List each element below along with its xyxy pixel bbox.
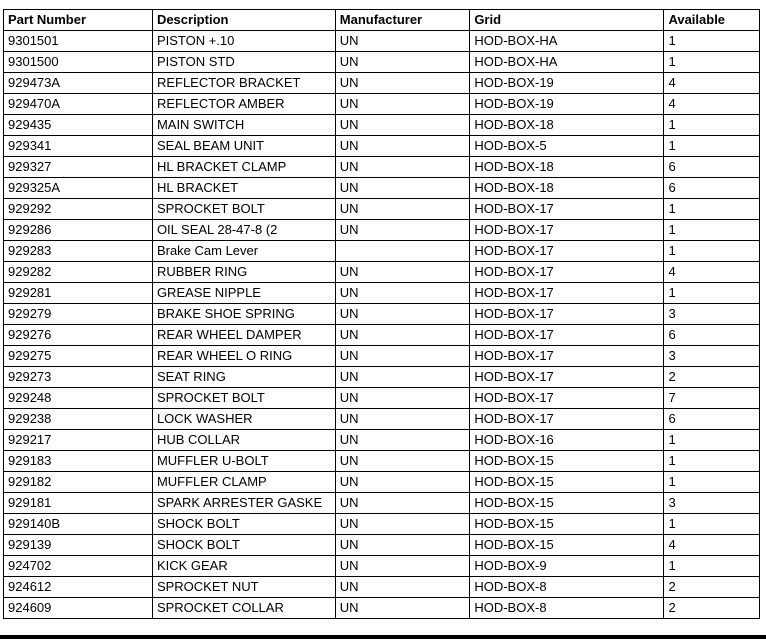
table-row: [4, 472, 760, 493]
part-number-cell: 9301501: [4, 31, 153, 52]
table-row: [4, 451, 760, 472]
table-row: [4, 556, 760, 577]
table-row: [4, 325, 760, 346]
part-number-cell: 929283: [4, 241, 153, 262]
table-row: [4, 367, 760, 388]
grid-cell: HOD-BOX-17: [470, 367, 664, 388]
grid-cell: HOD-BOX-17: [470, 409, 664, 430]
part-number-cell: 929181: [4, 493, 153, 514]
part-number-cell: 929327: [4, 157, 153, 178]
grid-cell: HOD-BOX-17: [470, 199, 664, 220]
part-number-cell: 929470A: [4, 94, 153, 115]
grid-cell: HOD-BOX-17: [470, 241, 664, 262]
available-cell: 1: [664, 136, 760, 157]
manufacturer-cell: UN: [335, 409, 470, 430]
grid-cell: HOD-BOX-17: [470, 325, 664, 346]
available-cell: 1: [664, 472, 760, 493]
part-number-cell: 924609: [4, 598, 153, 619]
available-cell: 2: [664, 367, 760, 388]
description-cell: BRAKE SHOE SPRING: [152, 304, 335, 325]
available-cell: 1: [664, 52, 760, 73]
manufacturer-cell: UN: [335, 157, 470, 178]
description-cell: SPROCKET NUT: [152, 577, 335, 598]
available-cell: 1: [664, 556, 760, 577]
description-cell: MUFFLER CLAMP: [152, 472, 335, 493]
header-description: Description: [152, 10, 335, 31]
grid-cell: HOD-BOX-17: [470, 388, 664, 409]
grid-cell: HOD-BOX-17: [470, 220, 664, 241]
part-number-cell: 929248: [4, 388, 153, 409]
table-header-row: [4, 10, 760, 31]
grid-cell: HOD-BOX-18: [470, 178, 664, 199]
header-part-number: Part Number: [4, 10, 153, 31]
grid-cell: HOD-BOX-9: [470, 556, 664, 577]
part-number-cell: 929276: [4, 325, 153, 346]
available-cell: 1: [664, 115, 760, 136]
part-number-cell: 929325A: [4, 178, 153, 199]
manufacturer-cell: [335, 241, 470, 262]
part-number-cell: 929273: [4, 367, 153, 388]
manufacturer-cell: UN: [335, 388, 470, 409]
table-row: [4, 577, 760, 598]
grid-cell: HOD-BOX-18: [470, 157, 664, 178]
description-cell: SEAL BEAM UNIT: [152, 136, 335, 157]
part-number-cell: 929292: [4, 199, 153, 220]
grid-cell: HOD-BOX-19: [470, 73, 664, 94]
manufacturer-cell: UN: [335, 199, 470, 220]
available-cell: 1: [664, 199, 760, 220]
part-number-cell: 929435: [4, 115, 153, 136]
grid-cell: HOD-BOX-19: [470, 94, 664, 115]
description-cell: HL BRACKET CLAMP: [152, 157, 335, 178]
table-row: [4, 493, 760, 514]
description-cell: GREASE NIPPLE: [152, 283, 335, 304]
manufacturer-cell: UN: [335, 73, 470, 94]
description-cell: REFLECTOR AMBER: [152, 94, 335, 115]
part-number-cell: 924612: [4, 577, 153, 598]
manufacturer-cell: UN: [335, 556, 470, 577]
grid-cell: HOD-BOX-8: [470, 598, 664, 619]
grid-cell: HOD-BOX-17: [470, 283, 664, 304]
grid-cell: HOD-BOX-15: [470, 472, 664, 493]
manufacturer-cell: UN: [335, 598, 470, 619]
part-number-cell: 929473A: [4, 73, 153, 94]
manufacturer-cell: UN: [335, 52, 470, 73]
part-number-cell: 929282: [4, 262, 153, 283]
grid-cell: HOD-BOX-8: [470, 577, 664, 598]
part-number-cell: 929140B: [4, 514, 153, 535]
description-cell: KICK GEAR: [152, 556, 335, 577]
available-cell: 7: [664, 388, 760, 409]
available-cell: 1: [664, 220, 760, 241]
grid-cell: HOD-BOX-15: [470, 493, 664, 514]
table-row: [4, 157, 760, 178]
grid-cell: HOD-BOX-17: [470, 346, 664, 367]
header-grid: Grid: [470, 10, 664, 31]
part-number-cell: 929217: [4, 430, 153, 451]
manufacturer-cell: UN: [335, 451, 470, 472]
manufacturer-cell: UN: [335, 31, 470, 52]
manufacturer-cell: UN: [335, 262, 470, 283]
manufacturer-cell: UN: [335, 94, 470, 115]
part-number-cell: 929139: [4, 535, 153, 556]
description-cell: LOCK WASHER: [152, 409, 335, 430]
available-cell: 2: [664, 577, 760, 598]
available-cell: 3: [664, 304, 760, 325]
description-cell: SHOCK BOLT: [152, 535, 335, 556]
available-cell: 4: [664, 262, 760, 283]
available-cell: 1: [664, 430, 760, 451]
grid-cell: HOD-BOX-17: [470, 262, 664, 283]
available-cell: 6: [664, 325, 760, 346]
available-cell: 3: [664, 493, 760, 514]
table-row: [4, 220, 760, 241]
grid-cell: HOD-BOX-15: [470, 514, 664, 535]
table-row: [4, 535, 760, 556]
description-cell: PISTON STD: [152, 52, 335, 73]
header-manufacturer: Manufacturer: [335, 10, 470, 31]
description-cell: MUFFLER U-BOLT: [152, 451, 335, 472]
table-row: [4, 430, 760, 451]
grid-cell: HOD-BOX-16: [470, 430, 664, 451]
available-cell: 6: [664, 409, 760, 430]
grid-cell: HOD-BOX-HA: [470, 52, 664, 73]
table-row: [4, 241, 760, 262]
table-row: [4, 283, 760, 304]
description-cell: Brake Cam Lever: [152, 241, 335, 262]
table-row: [4, 178, 760, 199]
available-cell: 6: [664, 157, 760, 178]
part-number-cell: 929183: [4, 451, 153, 472]
available-cell: 1: [664, 283, 760, 304]
part-number-cell: 929341: [4, 136, 153, 157]
available-cell: 6: [664, 178, 760, 199]
manufacturer-cell: UN: [335, 220, 470, 241]
description-cell: REFLECTOR BRACKET: [152, 73, 335, 94]
table-row: [4, 115, 760, 136]
available-cell: 1: [664, 451, 760, 472]
manufacturer-cell: UN: [335, 430, 470, 451]
part-number-cell: 929275: [4, 346, 153, 367]
available-cell: 2: [664, 598, 760, 619]
description-cell: SHOCK BOLT: [152, 514, 335, 535]
description-cell: SPROCKET COLLAR: [152, 598, 335, 619]
table-row: [4, 52, 760, 73]
description-cell: PISTON +.10: [152, 31, 335, 52]
bottom-rule: [0, 635, 766, 639]
available-cell: 4: [664, 73, 760, 94]
manufacturer-cell: UN: [335, 115, 470, 136]
part-number-cell: 924702: [4, 556, 153, 577]
available-cell: 1: [664, 514, 760, 535]
table-row: [4, 136, 760, 157]
header-available: Available: [664, 10, 760, 31]
available-cell: 4: [664, 535, 760, 556]
grid-cell: HOD-BOX-17: [470, 304, 664, 325]
part-number-cell: 929281: [4, 283, 153, 304]
grid-cell: HOD-BOX-15: [470, 451, 664, 472]
manufacturer-cell: UN: [335, 136, 470, 157]
manufacturer-cell: UN: [335, 472, 470, 493]
manufacturer-cell: UN: [335, 346, 470, 367]
description-cell: SPROCKET BOLT: [152, 388, 335, 409]
available-cell: 3: [664, 346, 760, 367]
grid-cell: HOD-BOX-15: [470, 535, 664, 556]
parts-inventory-table: [3, 9, 760, 619]
description-cell: REAR WHEEL O RING: [152, 346, 335, 367]
available-cell: 4: [664, 94, 760, 115]
part-number-cell: 929279: [4, 304, 153, 325]
manufacturer-cell: UN: [335, 178, 470, 199]
description-cell: HUB COLLAR: [152, 430, 335, 451]
available-cell: 1: [664, 241, 760, 262]
manufacturer-cell: UN: [335, 577, 470, 598]
part-number-cell: 9301500: [4, 52, 153, 73]
part-number-cell: 929238: [4, 409, 153, 430]
part-number-cell: 929286: [4, 220, 153, 241]
manufacturer-cell: UN: [335, 325, 470, 346]
table-row: [4, 304, 760, 325]
grid-cell: HOD-BOX-18: [470, 115, 664, 136]
table-row: [4, 199, 760, 220]
manufacturer-cell: UN: [335, 367, 470, 388]
description-cell: OIL SEAL 28-47-8 (2: [152, 220, 335, 241]
description-cell: SPROCKET BOLT: [152, 199, 335, 220]
table-row: [4, 94, 760, 115]
page-top-strip: [0, 0, 766, 9]
table-body: [4, 31, 760, 619]
description-cell: SPARK ARRESTER GASKE: [152, 493, 335, 514]
manufacturer-cell: UN: [335, 283, 470, 304]
available-cell: 1: [664, 31, 760, 52]
description-cell: RUBBER RING: [152, 262, 335, 283]
manufacturer-cell: UN: [335, 514, 470, 535]
table-row: [4, 346, 760, 367]
table-row: [4, 73, 760, 94]
grid-cell: HOD-BOX-HA: [470, 31, 664, 52]
manufacturer-cell: UN: [335, 304, 470, 325]
description-cell: MAIN SWITCH: [152, 115, 335, 136]
table-row: [4, 31, 760, 52]
description-cell: REAR WHEEL DAMPER: [152, 325, 335, 346]
table-row: [4, 388, 760, 409]
table-row: [4, 262, 760, 283]
manufacturer-cell: UN: [335, 535, 470, 556]
table-row: [4, 514, 760, 535]
description-cell: HL BRACKET: [152, 178, 335, 199]
manufacturer-cell: UN: [335, 493, 470, 514]
part-number-cell: 929182: [4, 472, 153, 493]
table-row: [4, 598, 760, 619]
table-row: [4, 409, 760, 430]
description-cell: SEAT RING: [152, 367, 335, 388]
grid-cell: HOD-BOX-5: [470, 136, 664, 157]
